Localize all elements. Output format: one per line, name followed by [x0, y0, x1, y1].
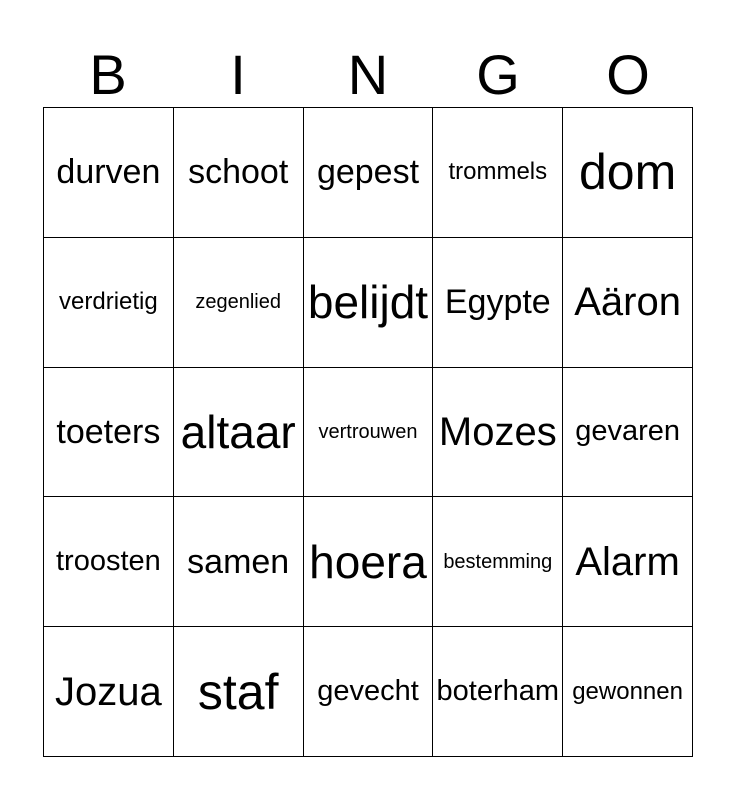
bingo-cell[interactable]: troosten	[44, 497, 174, 627]
bingo-cell[interactable]: Egypte	[433, 238, 563, 368]
bingo-cell[interactable]: durven	[44, 108, 174, 238]
header-letter-i: I	[230, 43, 246, 106]
bingo-cell[interactable]: staf	[174, 627, 304, 757]
header-letter-o: O	[606, 43, 650, 106]
header-letter-n: N	[347, 43, 389, 106]
bingo-header	[43, 40, 693, 108]
bingo-cell[interactable]: zegenlied	[174, 238, 304, 368]
bingo-cell[interactable]: belijdt	[304, 238, 434, 368]
bingo-cell[interactable]: dom	[563, 108, 693, 238]
bingo-cell[interactable]: schoot	[174, 108, 304, 238]
bingo-cell[interactable]: boterham	[433, 627, 563, 757]
bingo-cell[interactable]: vertrouwen	[304, 368, 434, 498]
bingo-cell[interactable]: altaar	[174, 368, 304, 498]
bingo-cell[interactable]: Mozes	[433, 368, 563, 498]
bingo-cell[interactable]: bestemming	[433, 497, 563, 627]
bingo-cell[interactable]: trommels	[433, 108, 563, 238]
bingo-cell[interactable]: hoera	[304, 497, 434, 627]
bingo-cell[interactable]: gepest	[304, 108, 434, 238]
bingo-cell[interactable]: Alarm	[563, 497, 693, 627]
header-letter-g: G	[476, 43, 520, 106]
bingo-cell[interactable]: verdrietig	[44, 238, 174, 368]
header-letter-b: B	[89, 43, 127, 106]
bingo-cell[interactable]: gevecht	[304, 627, 434, 757]
bingo-cell[interactable]: gewonnen	[563, 627, 693, 757]
bingo-cell[interactable]: Jozua	[44, 627, 174, 757]
bingo-board	[43, 107, 693, 757]
bingo-cell[interactable]: samen	[174, 497, 304, 627]
bingo-cell[interactable]: toeters	[44, 368, 174, 498]
bingo-cell[interactable]: gevaren	[563, 368, 693, 498]
bingo-cell[interactable]: Aäron	[563, 238, 693, 368]
